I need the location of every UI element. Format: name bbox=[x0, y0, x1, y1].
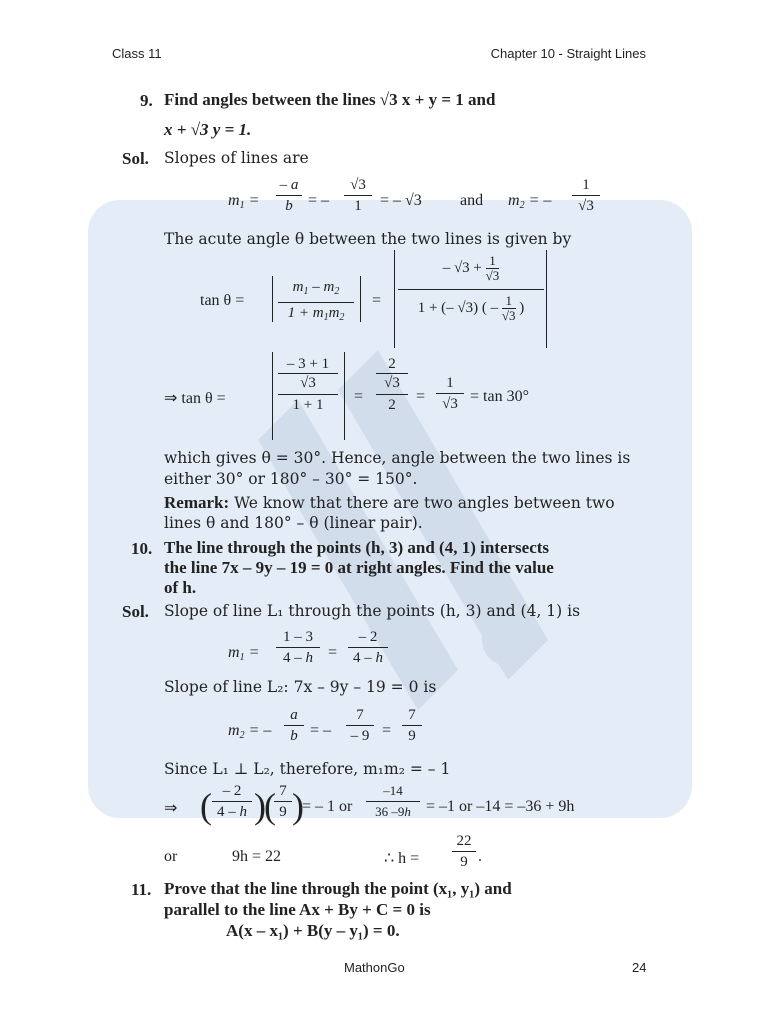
frac-7-neg9: 7 – 9 bbox=[346, 706, 374, 745]
implies-tan-label: ⇒ tan θ = bbox=[164, 390, 226, 407]
conclusion-1: which gives θ = 30°. Hence, angle between the two lines is bbox=[164, 449, 631, 467]
q9-line1: Find angles between the lines √3 x + y = 1 and bbox=[164, 90, 496, 109]
nine-h: 9h = 22 bbox=[232, 848, 282, 865]
eq-tail: = – 1 or bbox=[302, 798, 353, 815]
q10-number: 10. bbox=[131, 539, 153, 558]
remark-line2: lines θ and 180° – θ (linear pair). bbox=[164, 514, 423, 532]
q11-line3: A(x – x₁) + B(y – y₁) = 0. bbox=[226, 921, 400, 940]
q10-line1: The line through the points (h, 3) and (4, 1) intersects bbox=[164, 538, 550, 557]
frac-1-root3-b: 1 √3 bbox=[436, 374, 464, 413]
remark-text: We know that there are two angles between two bbox=[229, 494, 615, 512]
frac-2-root3-over-2: 2 √3 2 bbox=[376, 356, 408, 414]
abs-bar-left-big bbox=[394, 250, 395, 348]
frac-1-root3: 1 √3 bbox=[572, 176, 600, 215]
q10-since: Since L₁ ⊥ L₂, therefore, m₁m₂ = – 1 bbox=[164, 760, 451, 778]
eq-sign: = bbox=[372, 292, 382, 309]
footer-brand: MathonGo bbox=[344, 960, 405, 975]
eq-minus-root3: = – √3 bbox=[380, 192, 422, 209]
q10-m2: $m_2$ = – bbox=[228, 722, 272, 741]
q10-line2: the line 7x – 9y – 19 = 0 at right angles. Find the value bbox=[164, 558, 554, 577]
header-class: Class 11 bbox=[112, 46, 162, 61]
eq-minus: = – bbox=[308, 192, 330, 209]
q11-number: 11. bbox=[131, 880, 152, 899]
frac-m1-m2: $m_1 - m_2$ $1 + m_1m_2$ bbox=[278, 278, 354, 327]
eq-sign-5: = bbox=[382, 722, 392, 739]
q9-sol-intro: Slopes of lines are bbox=[164, 149, 309, 167]
frac-a-b-2: a b bbox=[284, 706, 304, 745]
frac-neg14-36-9h: –14 36 –9h bbox=[366, 782, 420, 821]
q9-line2: x + √3 y = 1. bbox=[164, 120, 252, 139]
frac-neg2-4-h-b: – 2 4 – h bbox=[212, 782, 252, 821]
conclusion-2: either 30° or 180° – 30° = 150°. bbox=[164, 470, 418, 488]
eq-sign-2: = bbox=[354, 388, 364, 405]
paren-close-1: ) bbox=[254, 786, 266, 826]
slopes-and: and bbox=[460, 192, 484, 209]
acute-angle-text: The acute angle θ between the two lines is given by bbox=[164, 230, 572, 248]
q10-m1: $m_1$ = bbox=[228, 644, 260, 663]
or-label: or bbox=[164, 848, 178, 865]
q10-slope-l2: Slope of line L₂: 7x – 9y – 19 = 0 is bbox=[164, 678, 437, 696]
paren-open-2: ( bbox=[264, 786, 276, 826]
frac-22-9: 22 9 bbox=[452, 832, 476, 871]
q9-number: 9. bbox=[140, 91, 153, 110]
q10-sol-label: Sol. bbox=[122, 602, 149, 621]
frac-root3-1: √3 1 bbox=[344, 176, 372, 215]
q10-line3: of h. bbox=[164, 578, 197, 597]
frac-a-b: – a b bbox=[276, 176, 302, 215]
q9-sol-label: Sol. bbox=[122, 149, 149, 168]
footer-page-number: 24 bbox=[632, 960, 647, 975]
abs-bar-left bbox=[272, 276, 273, 322]
slope-m1: $m_1$ = bbox=[228, 192, 260, 211]
eq-sign-3: = bbox=[416, 388, 426, 405]
frac-neg3plus1: – 3 + 1 √3 1 + 1 bbox=[278, 356, 338, 414]
abs-bar-left-2 bbox=[272, 352, 273, 440]
header-chapter: Chapter 10 - Straight Lines bbox=[490, 46, 646, 61]
paren-open-1: ( bbox=[200, 786, 212, 826]
result-tan30: = tan 30° bbox=[470, 388, 529, 405]
q11-line1: Prove that the line through the point (x₁, y₁) and bbox=[164, 879, 512, 898]
therefore-h: ∴ h = bbox=[384, 850, 420, 867]
abs-bar-right bbox=[360, 276, 361, 322]
eq-minus-2: = – bbox=[310, 722, 332, 739]
tan-theta-label: tan θ = bbox=[200, 292, 245, 309]
frac-7-9: 7 9 bbox=[402, 706, 422, 745]
eq-tail-2: = –1 or –14 = –36 + 9h bbox=[426, 798, 575, 815]
abs-bar-right-big bbox=[546, 250, 547, 348]
q11-line2: parallel to the line Ax + By + C = 0 is bbox=[164, 900, 431, 919]
paren-close-2: ) bbox=[292, 786, 304, 826]
eq-sign-4: = bbox=[328, 644, 338, 661]
implies-arrow: ⇒ bbox=[164, 800, 178, 817]
remark-label: Remark: bbox=[164, 493, 230, 512]
frac-1-3-4-h: 1 – 3 4 – h bbox=[276, 628, 320, 667]
period: . bbox=[478, 848, 482, 865]
remark-line1 bbox=[164, 494, 615, 512]
frac-neg2-4-h: – 2 4 – h bbox=[348, 628, 388, 667]
frac-big: – √3 + 1 √3 1 + (– √3) ( – 1 √3 ) bbox=[398, 254, 544, 323]
q10-slope-l1: Slope of line L₁ through the points (h, 3) and (4, 1) is bbox=[164, 602, 581, 620]
slope-m2: $m_2$ = – bbox=[508, 192, 552, 211]
abs-bar-right-2 bbox=[344, 352, 345, 440]
frac-7-9-b: 7 9 bbox=[274, 782, 292, 821]
